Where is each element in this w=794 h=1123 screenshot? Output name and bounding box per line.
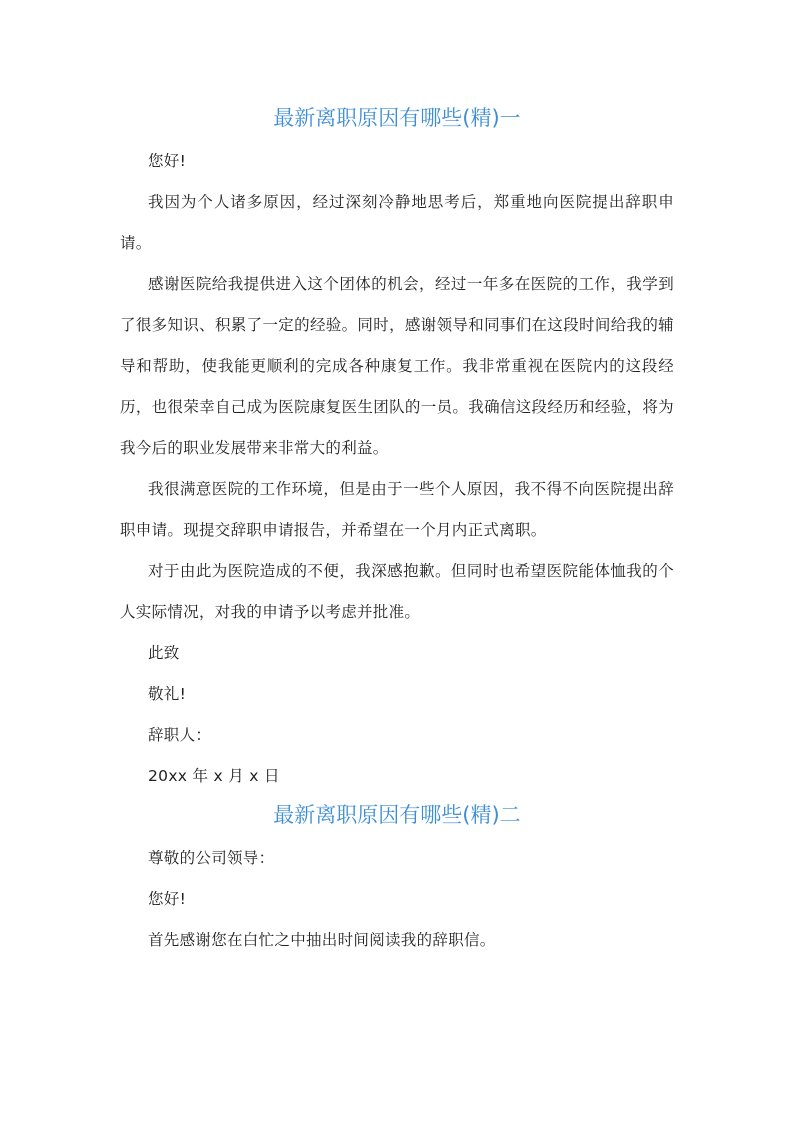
section-1-greeting: 您好! xyxy=(148,152,187,170)
section-1-paragraph-1: 我因为个人诸多原因，经过深刻冷静地思考后，郑重地向医院提出辞职申请。 xyxy=(120,193,674,252)
section-2-greeting: 您好! xyxy=(148,890,187,908)
section-1-date: 20xx 年 x 月 x 日 xyxy=(148,767,280,785)
section-1-paragraph-3: 我很满意医院的工作环境，但是由于一些个人原因，我不得不向医院提出辞职申请。现提交辞职申请报告，并希望在一个月内正式离职。 xyxy=(120,480,674,539)
section-2-title: 最新离职原因有哪些(精)二 xyxy=(273,803,521,827)
section-1-paragraph-4: 对于由此为医院造成的不便，我深感抱歉。但同时也希望医院能体恤我的个人实际情况，对我的申请予以考虑并批准。 xyxy=(120,562,674,621)
document-page xyxy=(120,100,674,961)
section-1-paragraph-2: 感谢医院给我提供进入这个团体的机会，经过一年多在医院的工作，我学到了很多知识、积累了一定的经验。同时，感谢领导和同事们在这段时间给我的辅导和帮助，使我能更顺利的完成各种康复工作。我非常重视在医院内的这段经历，也很荣幸自己成为医院康复医生团队的一员。我确信这段经历和经验，将为我今后的职业发展带来非常大的利益。 xyxy=(120,275,674,457)
section-1-closing: 此致 xyxy=(148,644,180,662)
section-1-signer: 辞职人： xyxy=(148,726,212,744)
section-1-title: 最新离职原因有哪些(精)一 xyxy=(273,106,521,130)
section-2-addressee: 尊敬的公司领导： xyxy=(148,849,275,867)
section-1-salute: 敬礼! xyxy=(148,685,187,703)
section-2-first-line: 首先感谢您在白忙之中抽出时间阅读我的辞职信。 xyxy=(148,931,496,949)
